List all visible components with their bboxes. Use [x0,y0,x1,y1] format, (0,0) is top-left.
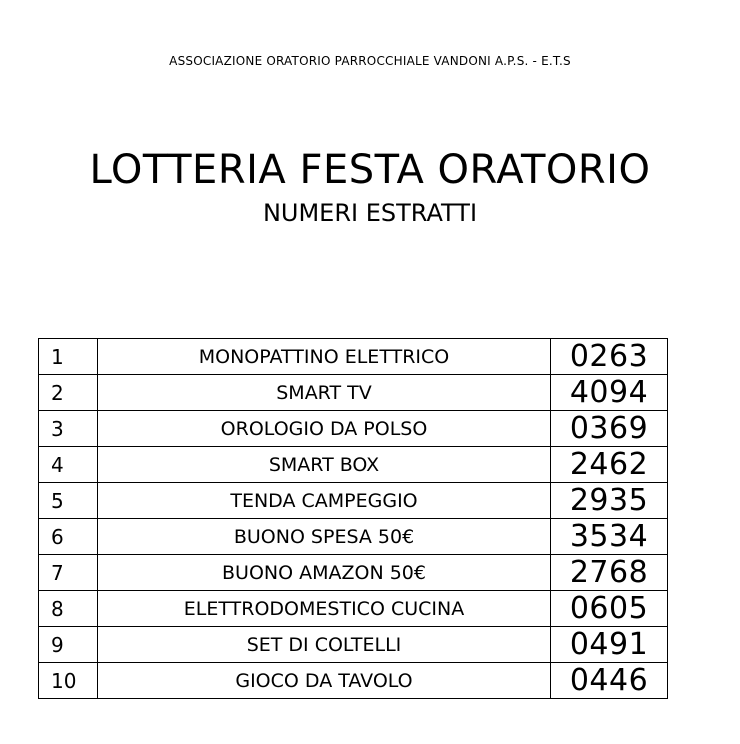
drawn-number: 0491 [551,627,668,663]
prize-name: BUONO AMAZON 50€ [98,555,551,591]
table-row [39,447,668,483]
row-index: 8 [39,591,98,627]
drawn-number: 2462 [551,447,668,483]
row-index: 2 [39,375,98,411]
drawn-numbers-table [38,338,668,699]
table-row [39,339,668,375]
row-index: 7 [39,555,98,591]
table-row [39,375,668,411]
drawn-number: 0263 [551,339,668,375]
row-index: 6 [39,519,98,555]
prize-name: OROLOGIO DA POLSO [98,411,551,447]
row-index: 3 [39,411,98,447]
prize-name: TENDA CAMPEGGIO [98,483,551,519]
prize-name: ELETTRODOMESTICO CUCINA [98,591,551,627]
prize-name: SET DI COLTELLI [98,627,551,663]
row-index: 4 [39,447,98,483]
drawn-number: 2935 [551,483,668,519]
row-index: 5 [39,483,98,519]
row-index: 1 [39,339,98,375]
drawn-number: 0605 [551,591,668,627]
table-row [39,519,668,555]
table-row [39,555,668,591]
drawn-number: 0369 [551,411,668,447]
table-row [39,663,668,699]
prize-name: SMART TV [98,375,551,411]
prize-name: BUONO SPESA 50€ [98,519,551,555]
drawn-number: 4094 [551,375,668,411]
prize-name: GIOCO DA TAVOLO [98,663,551,699]
drawn-number: 0446 [551,663,668,699]
prize-name: SMART BOX [98,447,551,483]
page-title: LOTTERIA FESTA ORATORIO [89,147,651,193]
page-subtitle: NUMERI ESTRATTI [262,199,478,227]
table-row [39,591,668,627]
association-name: ASSOCIAZIONE ORATORIO PARROCCHIALE VANDONI A.P.S. - E.T.S [169,54,571,68]
drawn-number: 2768 [551,555,668,591]
drawn-number: 3534 [551,519,668,555]
row-index: 9 [39,627,98,663]
table-row [39,411,668,447]
table-row [39,627,668,663]
row-index: 10 [39,663,98,699]
table-row [39,483,668,519]
prize-name: MONOPATTINO ELETTRICO [98,339,551,375]
